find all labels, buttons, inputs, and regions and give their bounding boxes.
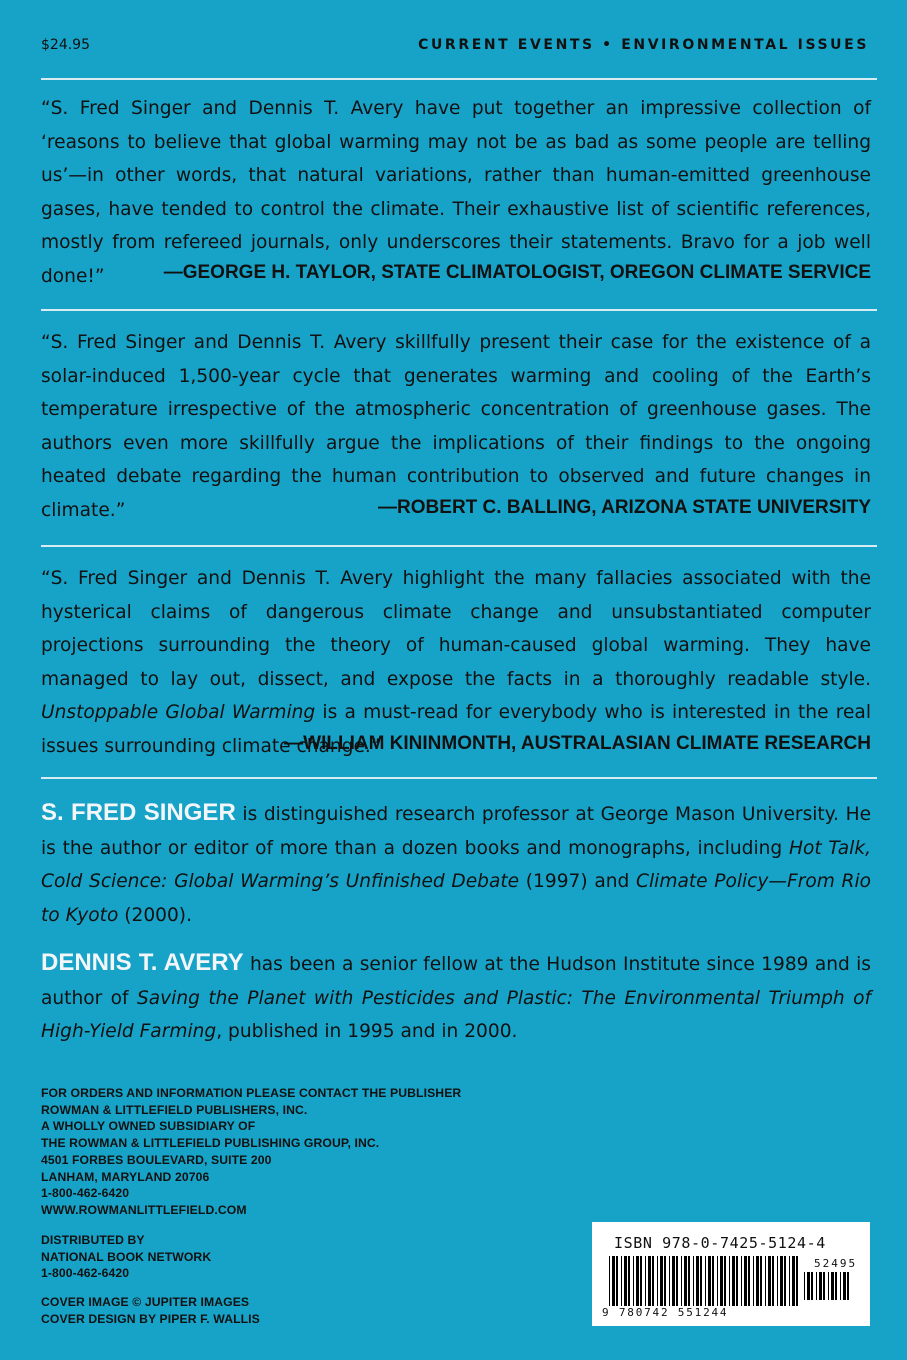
info-line: COVER DESIGN BY PIPER F. WALLIS [41, 1311, 260, 1326]
info-line: NATIONAL BOOK NETWORK [41, 1249, 212, 1264]
price-barcode [804, 1272, 854, 1302]
barcode-bar [712, 1256, 714, 1306]
barcode-bar [789, 1256, 790, 1306]
barcode-bar [741, 1256, 742, 1306]
author-name-singer: S. FRED SINGER [41, 799, 236, 826]
attribution-taylor: —GEORGE H. TAYLOR, STATE CLIMATOLOGIST, OREGON CLIMATE SERVICE [163, 262, 871, 283]
info-line: DISTRIBUTED BY [41, 1233, 145, 1247]
barcode-bar [676, 1256, 678, 1306]
isbn-label: ISBN 978-0-7425-5124-4 [614, 1234, 826, 1252]
barcode-bar [729, 1256, 730, 1306]
barcode-bar [744, 1256, 747, 1306]
barcode-bar [760, 1256, 762, 1306]
barcode-bar [645, 1256, 646, 1306]
quote-taylor: “S. Fred Singer and Dennis T. Avery have put together an impressive collection of ‘reasons to believe that global warming may not be as bad as some people are telling us’—in other words, that natural variations, rather than human-emitted greenhouse gases, have tended to control the climate. Their exhaustive list of scientific references, mostly from refereed journals, only underscores their statements. Bravo for a job well done!” [41, 98, 871, 287]
info-line: LANHAM, MARYLAND 20706 [41, 1169, 210, 1184]
bio-text: (2000). [118, 904, 192, 926]
barcode-bar [669, 1256, 670, 1306]
barcode-box [592, 1222, 870, 1326]
barcode-bar [609, 1256, 610, 1306]
price: $24.95 [41, 37, 90, 53]
barcode-bar [765, 1256, 766, 1306]
barcode-bar [717, 1256, 718, 1306]
barcode-bar [835, 1272, 837, 1300]
barcode-bar [700, 1256, 702, 1306]
barcode-bar [708, 1256, 711, 1306]
bio-avery [41, 946, 871, 1049]
barcode-bar [816, 1272, 817, 1300]
author-name-avery: DENNIS T. AVERY [41, 949, 244, 976]
barcode-bar [811, 1272, 813, 1300]
barcode-bar [616, 1256, 618, 1306]
barcode-bar [819, 1272, 822, 1300]
bio-singer [41, 796, 871, 932]
info-line: COVER IMAGE © JUPITER IMAGES [41, 1295, 250, 1309]
barcode-bar [736, 1256, 738, 1306]
distribution-info [41, 1232, 211, 1282]
divider [41, 309, 877, 311]
book-title: Hot Talk, Cold Science: Global Warming’s Unfinished Debate [41, 837, 871, 892]
bio-text: is distinguished research professor at George Mason University. He is the author or editor of more than a dozen books and monographs, including [41, 804, 872, 859]
book-title: Unstoppable Global Warming [41, 702, 316, 723]
barcode-bar [847, 1272, 849, 1300]
barcode-bar [624, 1256, 627, 1306]
info-line: THE ROWMAN & LITTLEFIELD PUBLISHING GROUP, INC. [41, 1136, 380, 1151]
quote-balling: “S. Fred Singer and Dennis T. Avery skillfully present their case for the existence of a solar-induced 1,500-year cycle that generates warming and cooling of the Earth’s temperature irrespective of the atmospheric concentration of greenhouse gases. The authors even more skillfully argue the implications of their findings to the ongoing heated debate regarding the human contribution to observed and future changes in climate.” [41, 332, 871, 521]
publisher-info [41, 1085, 461, 1219]
bio-text: has been a senior fellow at the Hudson Institute since 1989 and is author of [41, 954, 871, 1009]
category-label: CURRENT EVENTS • ENVIRONMENTAL ISSUES [418, 37, 869, 53]
book-title: Climate Policy—From Rio to Kyoto [41, 871, 871, 926]
barcode-bar [660, 1256, 663, 1306]
barcode-bar [840, 1272, 841, 1300]
barcode-bar [828, 1272, 829, 1300]
barcode-bar [753, 1256, 754, 1306]
barcode-bar [664, 1256, 666, 1306]
barcode-bar [792, 1256, 795, 1306]
barcode-bar [777, 1256, 778, 1306]
barcode-bar [621, 1256, 622, 1306]
barcode-bar [648, 1256, 651, 1306]
ean-barcode [609, 1256, 799, 1312]
barcode-bar [831, 1272, 834, 1300]
barcode-bar [688, 1256, 690, 1306]
quote-text: is a must-read for everybody who is interested in the real issues surrounding climate change.” [41, 702, 871, 757]
barcode-bar [657, 1256, 658, 1306]
barcode-bar [748, 1256, 750, 1306]
info-line: WWW.ROWMANLITTLEFIELD.COM [41, 1202, 247, 1217]
barcode-bar [772, 1256, 774, 1306]
attribution-balling: —ROBERT C. BALLING, ARIZONA STATE UNIVERSITY [378, 497, 871, 518]
info-line: 4501 FORBES BOULEVARD, SUITE 200 [41, 1152, 272, 1167]
barcode-bar [705, 1256, 706, 1306]
barcode-bar [756, 1256, 759, 1306]
info-line: ROWMAN & LITTLEFIELD PUBLISHERS, INC. [41, 1102, 308, 1117]
barcode-bar [636, 1256, 639, 1306]
barcode-bar [768, 1256, 771, 1306]
bio-text: (1997) and [519, 871, 637, 892]
barcode-bar [696, 1256, 699, 1306]
info-line: FOR ORDERS AND INFORMATION PLEASE CONTACT THE PUBLISHER [41, 1086, 462, 1100]
divider [41, 777, 877, 779]
divider [41, 78, 877, 80]
barcode-bar [672, 1256, 675, 1306]
info-line: 1-800-462-6420 [41, 1186, 130, 1201]
bio-text: , published in 1995 and in 2000. [216, 1021, 518, 1042]
divider [41, 545, 877, 547]
barcode-bar [807, 1272, 810, 1300]
barcode-bar [780, 1256, 783, 1306]
barcode-bar [652, 1256, 654, 1306]
barcode-bar [633, 1256, 634, 1306]
barcode-bar [693, 1256, 694, 1306]
info-line: 1-800-462-6420 [41, 1266, 130, 1281]
barcode-bar [684, 1256, 687, 1306]
book-title: Saving the Planet with Pesticides and Plastic: The Environmental Triumph of High-Yield Farming [41, 987, 871, 1042]
barcode-bar [843, 1272, 846, 1300]
barcode-bar [720, 1256, 723, 1306]
barcode-digits: 9 780742 551244 [602, 1306, 729, 1319]
barcode-bar [732, 1256, 735, 1306]
barcode-bar [724, 1256, 726, 1306]
barcode-bar [796, 1256, 798, 1306]
barcode-bar [804, 1272, 805, 1300]
attribution-kininmonth: —WILLIAM KININMONTH, AUSTRALASIAN CLIMATE RESEARCH [284, 733, 871, 754]
quote-text: “S. Fred Singer and Dennis T. Avery highlight the many fallacies associated with the hysterical claims of dangerous climate change and unsubstantiated computer projections surrounding the theory of human-caused global warming. They have managed to lay out, dissect, and expose the facts in a thoroughly readable style. [41, 568, 871, 690]
barcode-bar [681, 1256, 682, 1306]
cover-credits [41, 1294, 260, 1327]
barcode-bar [784, 1256, 786, 1306]
price-code: 52495 [814, 1257, 858, 1270]
barcode-bar [628, 1256, 630, 1306]
barcode-bar [823, 1272, 825, 1300]
info-line: A WHOLLY OWNED SUBSIDIARY OF [41, 1119, 256, 1134]
barcode-bar [612, 1256, 615, 1306]
barcode-bar [640, 1256, 642, 1306]
